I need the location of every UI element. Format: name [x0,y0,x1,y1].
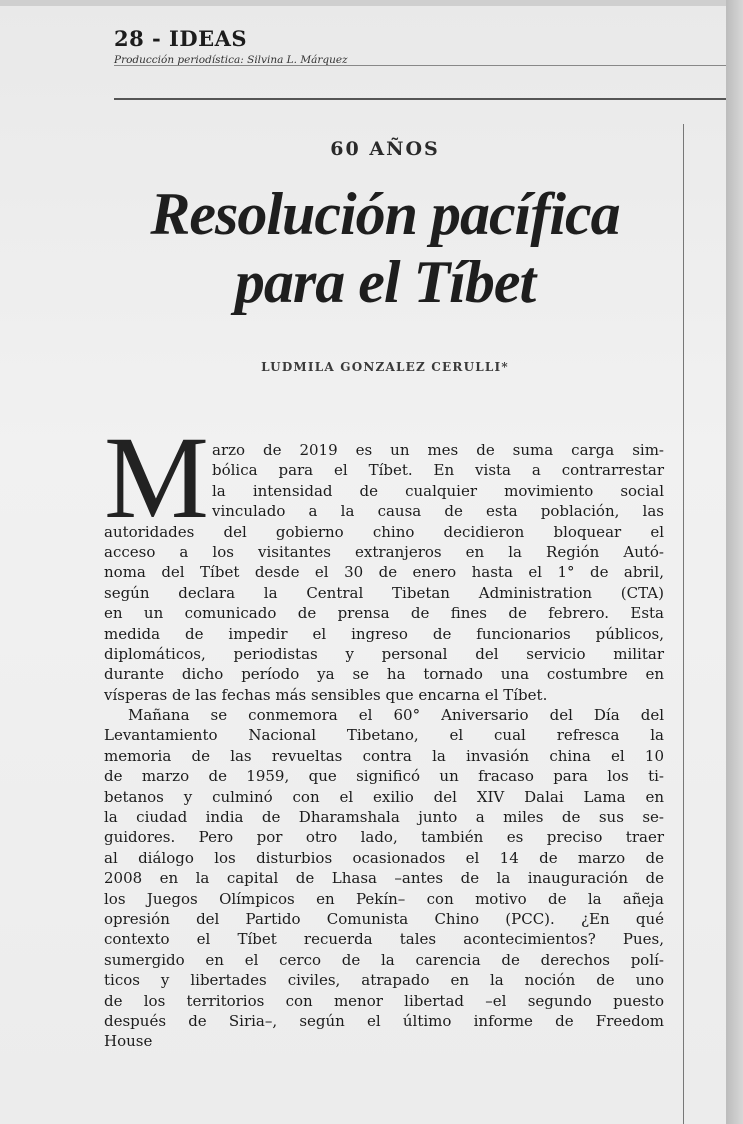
article-line: en un comunicado de prensa de fines de febrero. Esta [104,604,664,623]
article-line: House [104,1032,153,1051]
section-header: 28 - IDEAS [114,26,248,51]
article-line: acceso a los visitantes extranjeros en la Región Autó- [104,542,664,561]
article-line: al diálogo los disturbios ocasionados el 14 de marzo de [104,848,664,867]
headline-line-2: para el Tíbet [234,249,536,315]
drop-cap: M [104,412,209,543]
article-line: los Juegos Olímpicos en Pekín– con motivo de la añeja [104,889,664,908]
page-edge-shadow [726,0,743,1124]
article-line: autoridades del gobierno chino decidieron bloquear el [104,522,664,541]
article-line: según declara la Central Tibetan Administration (CTA) [104,583,664,602]
article-line: después de Siria–, según el último informe de Freedom [104,1011,664,1030]
article-line: de los territorios con menor libertad –el segundo puesto [104,991,664,1010]
article-line: arzo de 2019 es un mes de suma carga sim- [212,441,664,459]
article-kicker: 60 AÑOS [330,138,440,160]
article-line: noma del Tíbet desde el 30 de enero hasta el 1° de abril, [104,563,664,582]
article-line: Levantamiento Nacional Tibetano, el cual refresca la [104,726,664,745]
article-line: memoria de las revueltas contra la invasión china el 10 [104,746,664,765]
column-rule [683,124,684,1124]
headline-line-1: Resolución pacífica [150,181,620,247]
article-line: contexto el Tíbet recuerda tales acontecimientos? Pues, [104,930,664,949]
section-divider [114,98,726,100]
article-line: vinculado a la causa de esta población, las [212,502,664,521]
article-line: la ciudad india de Dharamshala junto a miles de sus se- [104,808,664,827]
article-line: diplomáticos, periodistas y personal del servicio militar [104,644,664,663]
article-line: medida de impedir el ingreso de funcionarios públicos, [104,624,664,643]
article-line: vísperas de las fechas más sensibles que encarna el Tíbet. [104,685,548,704]
top-shadow [0,0,726,6]
article-line: Mañana se conmemora el 60° Aniversario del Día del [128,706,664,725]
article-line: bólica para el Tíbet. En vista a contrarrestar [212,461,664,480]
article-line: de marzo de 1959, que significó un fracaso para los ti- [104,767,664,786]
article-line: guidores. Pero por otro lado, también es preciso traer [104,828,664,847]
article-line: la intensidad de cualquier movimiento social [212,481,664,500]
article-line: 2008 en la capital de Lhasa –antes de la inauguración de [104,869,664,888]
article-line: betanos y culminó con el exilio del XIV Dalai Lama en [104,787,664,806]
article-line: opresión del Partido Comunista Chino (PCC). ¿En qué [104,909,664,928]
article-byline: LUDMILA GONZALEZ CERULLI* [261,360,509,374]
article-line: sumergido en el cerco de la carencia de derechos polí- [104,950,664,969]
article-line: durante dicho período ya se ha tornado una costumbre en [104,665,664,684]
article-line: ticos y libertades civiles, atrapado en la noción de uno [104,971,664,990]
production-credit: Producción periodística: Silvina L. Márquez [114,54,348,66]
article-headline [90,180,680,316]
article-body [104,412,664,1052]
